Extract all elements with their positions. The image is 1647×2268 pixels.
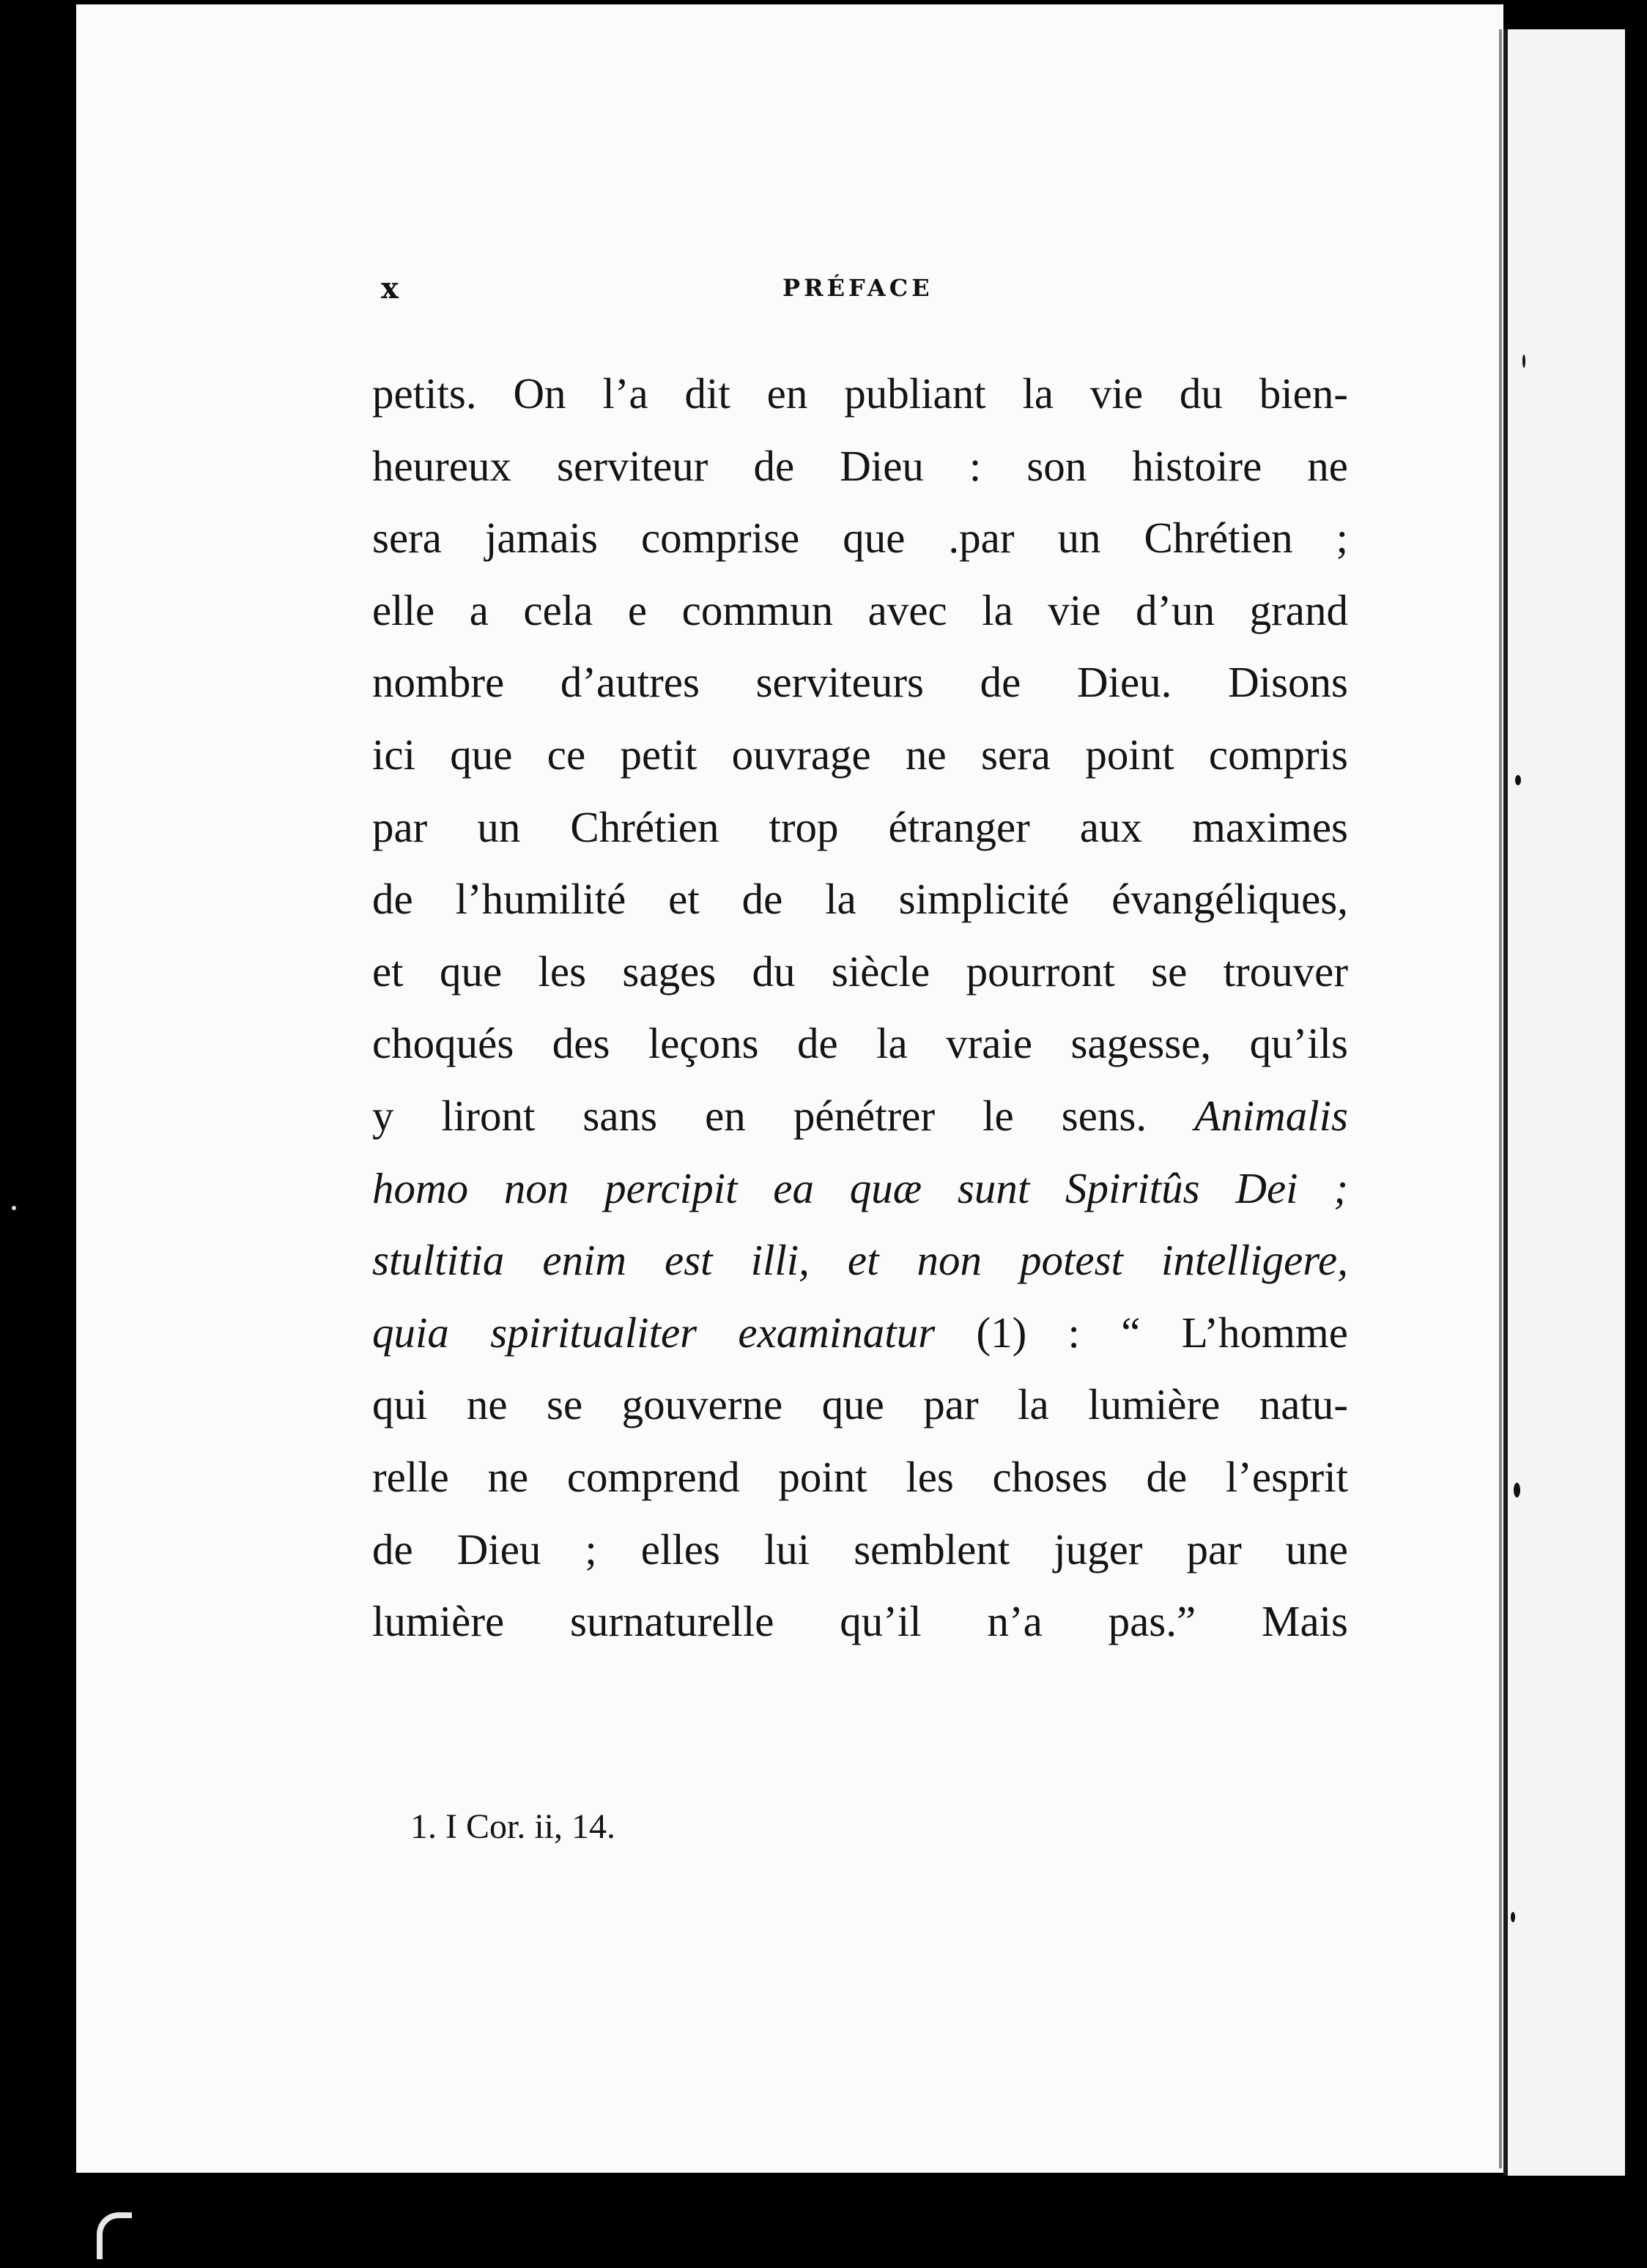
text-line	[372, 1513, 1348, 1586]
next-leaf-edge	[1503, 29, 1625, 2176]
latin-quotation: quia spiritualiter examinatur	[372, 1308, 936, 1357]
footnote: 1. I Cor. ii, 14.	[410, 1807, 616, 1846]
text-line	[372, 357, 1348, 430]
text-line	[372, 502, 1348, 574]
margin-mark	[97, 2212, 132, 2259]
speck	[1522, 355, 1525, 368]
text-line	[372, 1007, 1348, 1080]
line-text: de Dieu ; elles lui semblent juger par une	[372, 1524, 1348, 1574]
text-line	[372, 646, 1348, 719]
text-line	[372, 863, 1348, 935]
speck	[1514, 1483, 1520, 1497]
line-text: heureux serviteur de Dieu : son histoire ne	[372, 441, 1348, 490]
text-line	[372, 1224, 1348, 1297]
text-line	[372, 1297, 1348, 1369]
body-text	[372, 357, 1348, 1658]
text-line	[372, 1152, 1348, 1225]
line-text: de l’humilité et de la simplicité évangéliques,	[372, 875, 1348, 924]
line-text: elle a cela e commun avec la vie d’un grand	[372, 585, 1348, 634]
running-title: PRÉFACE	[782, 274, 933, 302]
text-line	[372, 719, 1348, 791]
line-text: relle ne comprend point les choses de l’esprit	[372, 1452, 1348, 1501]
latin-quotation: Animalis	[1194, 1091, 1348, 1140]
latin-quotation: stultitia enim est illi, et non potest intelligere,	[372, 1236, 1348, 1285]
speck	[1511, 1912, 1515, 1922]
line-text: y liront sans en pénétrer le sens.	[372, 1091, 1195, 1140]
line-text: ici que ce petit ouvrage ne sera point compris	[372, 730, 1348, 779]
speck	[12, 1206, 16, 1210]
page-number: x	[381, 271, 399, 305]
text-line	[372, 1368, 1348, 1441]
line-text: par un Chrétien trop étranger aux maximes	[372, 802, 1348, 851]
text-line	[372, 1441, 1348, 1513]
line-text: lumière surnaturelle qu’il n’a pas.” Mais	[372, 1597, 1348, 1646]
line-text: (1) : “ L’homme	[935, 1308, 1348, 1357]
text-line	[372, 935, 1348, 1008]
line-text: sera jamais comprise que .par un Chrétien ;	[372, 514, 1348, 563]
line-text: nombre d’autres serviteurs de Dieu. Disons	[372, 658, 1348, 707]
text-line	[372, 574, 1348, 647]
text-line	[372, 791, 1348, 864]
text-line	[372, 1080, 1348, 1152]
text-line	[372, 1585, 1348, 1658]
page-gutter	[1499, 29, 1502, 2168]
running-head	[381, 271, 1363, 315]
line-text: et que les sages du siècle pourront se trouver	[372, 946, 1348, 996]
text-line	[372, 430, 1348, 503]
latin-quotation: homo non percipit ea quæ sunt Spiritûs Dei ;	[372, 1163, 1348, 1212]
speck	[1515, 775, 1521, 785]
line-text: petits. On l’a dit en publiant la vie du bien-	[372, 369, 1348, 418]
line-text: choqués des leçons de la vraie sagesse, qu’ils	[372, 1019, 1348, 1068]
line-text: qui ne se gouverne que par la lumière natu-	[372, 1380, 1348, 1429]
